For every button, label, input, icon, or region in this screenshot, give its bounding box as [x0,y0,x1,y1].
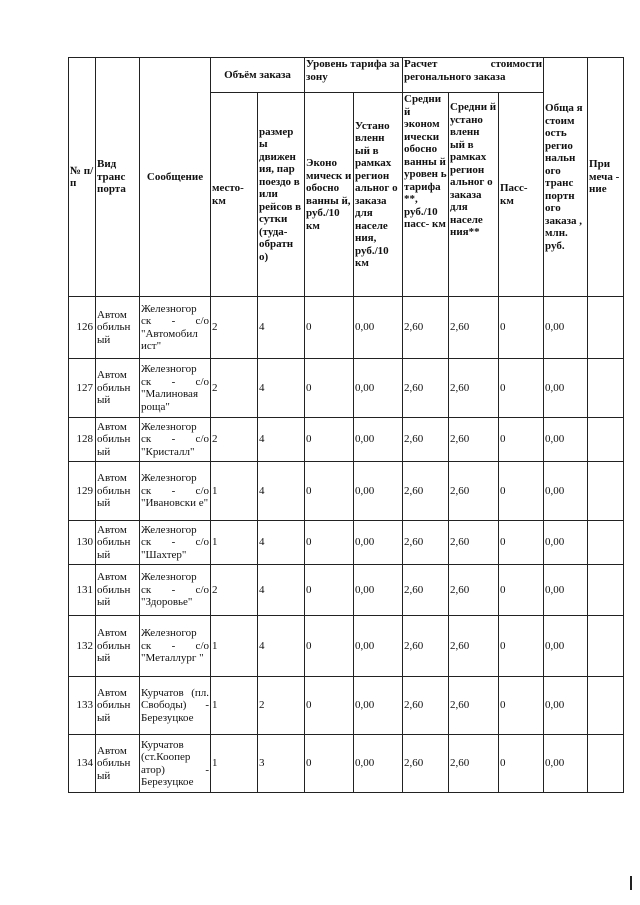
cell-avg-econ: 2,60 [403,677,449,735]
header-transport: Вид транс порта [96,58,140,297]
cell-n: 126 [69,297,96,359]
header-volume-km: место- км [211,93,258,297]
cell-type: Автом обильн ый [96,565,140,616]
cell-type: Автом обильн ый [96,418,140,462]
cell-econ: 0 [305,297,354,359]
cell-n: 128 [69,418,96,462]
header-route: Сообщение [140,58,211,297]
cell-avg-econ: 2,60 [403,418,449,462]
cell-total: 0,00 [544,735,588,793]
cell-pass: 0 [499,462,544,521]
cell-total: 0,00 [544,418,588,462]
header-volume-group: Объём заказа [211,58,305,93]
cell-total: 0,00 [544,297,588,359]
table-row [69,297,624,359]
cell-n: 131 [69,565,96,616]
cell-route: Железногор ск - с/о "Автомобил ист" [140,297,211,359]
cell-km: 2 [211,297,258,359]
cell-total: 0,00 [544,677,588,735]
cell-avg-set: 2,60 [449,521,499,565]
cell-note [588,735,624,793]
cell-pass: 0 [499,297,544,359]
header-volume-freq: размер ы движен ия, пар поездо в или рейсов в сутки (туда- обратн о) [258,93,305,297]
table-row [69,677,624,735]
cell-econ: 0 [305,735,354,793]
cell-freq: 4 [258,521,305,565]
cell-route: Железногор ск - с/о "Кристалл" [140,418,211,462]
cell-avg-set: 2,60 [449,462,499,521]
cell-km: 1 [211,616,258,677]
cell-n: 134 [69,735,96,793]
cell-avg-econ: 2,60 [403,616,449,677]
cell-total: 0,00 [544,565,588,616]
cell-econ: 0 [305,418,354,462]
cell-avg-set: 2,60 [449,297,499,359]
cell-km: 2 [211,565,258,616]
header-calc-group [403,58,544,93]
cell-avg-econ: 2,60 [403,735,449,793]
cell-note [588,677,624,735]
cell-set: 0,00 [354,616,403,677]
page-edge-mark [630,876,632,890]
cell-type: Автом обильн ый [96,297,140,359]
cell-type: Автом обильн ый [96,521,140,565]
cell-avg-econ: 2,60 [403,462,449,521]
cell-route: Железногор ск - с/о "Ивановски е" [140,462,211,521]
cell-freq: 4 [258,616,305,677]
cell-freq: 3 [258,735,305,793]
cell-set: 0,00 [354,462,403,521]
cell-set: 0,00 [354,359,403,418]
table-row [69,462,624,521]
cell-freq: 2 [258,677,305,735]
header-num: № п/п [69,58,96,297]
tariff-table [68,57,624,793]
cell-total: 0,00 [544,359,588,418]
header-tariff-set: Устано вленн ый в рамках регион альног о заказа для населе ния, руб./10 км [354,93,403,297]
cell-route: Железногор ск - с/о "Здоровье" [140,565,211,616]
cell-econ: 0 [305,359,354,418]
cell-pass: 0 [499,565,544,616]
table-row [69,521,624,565]
cell-avg-econ: 2,60 [403,565,449,616]
cell-freq: 4 [258,297,305,359]
cell-note [588,297,624,359]
cell-pass: 0 [499,677,544,735]
header-total: Обща я стоим ость регио нальн ого транс портн ого заказа , млн. руб. [544,58,588,297]
cell-set: 0,00 [354,297,403,359]
cell-km: 1 [211,521,258,565]
table-row [69,565,624,616]
cell-avg-set: 2,60 [449,565,499,616]
table-row [69,616,624,677]
cell-pass: 0 [499,616,544,677]
cell-econ: 0 [305,521,354,565]
cell-set: 0,00 [354,521,403,565]
cell-avg-econ: 2,60 [403,359,449,418]
cell-set: 0,00 [354,418,403,462]
header-calc-line2: регонального заказа [404,70,506,83]
cell-pass: 0 [499,735,544,793]
cell-pass: 0 [499,521,544,565]
cell-set: 0,00 [354,735,403,793]
cell-avg-set: 2,60 [449,418,499,462]
cell-set: 0,00 [354,565,403,616]
cell-km: 2 [211,418,258,462]
header-calc-avg-set: Средни й устано вленн ый в рамках регион альног о заказа для населе ния** [449,93,499,297]
cell-route: Железногор ск - с/о "Шахтер" [140,521,211,565]
cell-avg-set: 2,60 [449,735,499,793]
cell-freq: 4 [258,565,305,616]
cell-econ: 0 [305,462,354,521]
cell-route: Курчатов (ст.Коопер атор) - Березуцкое [140,735,211,793]
cell-freq: 4 [258,359,305,418]
cell-pass: 0 [499,359,544,418]
cell-note [588,565,624,616]
table-row [69,359,624,418]
cell-avg-set: 2,60 [449,359,499,418]
cell-route: Курчатов (пл. Свободы) - Березуцкое [140,677,211,735]
cell-km: 1 [211,462,258,521]
cell-route: Железногор ск - с/о "Металлург " [140,616,211,677]
cell-km: 1 [211,677,258,735]
header-calc-pass: Пасс- км [499,93,544,297]
cell-type: Автом обильн ый [96,735,140,793]
cell-type: Автом обильн ый [96,359,140,418]
cell-pass: 0 [499,418,544,462]
cell-avg-econ: 2,60 [403,297,449,359]
cell-econ: 0 [305,616,354,677]
cell-freq: 4 [258,418,305,462]
header-tariff-group: Уровень тарифа за зону [305,58,403,93]
cell-km: 2 [211,359,258,418]
header-calc-right: стоимости [490,58,543,70]
cell-total: 0,00 [544,521,588,565]
cell-note [588,462,624,521]
cell-avg-econ: 2,60 [403,521,449,565]
cell-type: Автом обильн ый [96,616,140,677]
cell-total: 0,00 [544,462,588,521]
cell-set: 0,00 [354,677,403,735]
header-tariff-econ: Эконо мическ и обосно ванны й, руб./10 км [305,93,354,297]
table-row [69,735,624,793]
cell-freq: 4 [258,462,305,521]
cell-n: 133 [69,677,96,735]
cell-total: 0,00 [544,616,588,677]
cell-note [588,521,624,565]
cell-n: 132 [69,616,96,677]
cell-n: 127 [69,359,96,418]
header-calc-left: Расчет [404,58,438,70]
table-row [69,418,624,462]
header-calc-avg-econ: Средни й эконом ически обосно ванны й уровен ь тарифа **, руб./10 пасс- км [403,93,449,297]
cell-note [588,616,624,677]
cell-econ: 0 [305,677,354,735]
cell-type: Автом обильн ый [96,462,140,521]
cell-km: 1 [211,735,258,793]
cell-n: 130 [69,521,96,565]
cell-route: Железногор ск - с/о "Малиновая роща" [140,359,211,418]
cell-type: Автом обильн ый [96,677,140,735]
header-note: При меча - ние [588,58,624,297]
table-body [69,297,624,793]
cell-note [588,359,624,418]
cell-avg-set: 2,60 [449,616,499,677]
cell-n: 129 [69,462,96,521]
cell-avg-set: 2,60 [449,677,499,735]
cell-econ: 0 [305,565,354,616]
cell-note [588,418,624,462]
